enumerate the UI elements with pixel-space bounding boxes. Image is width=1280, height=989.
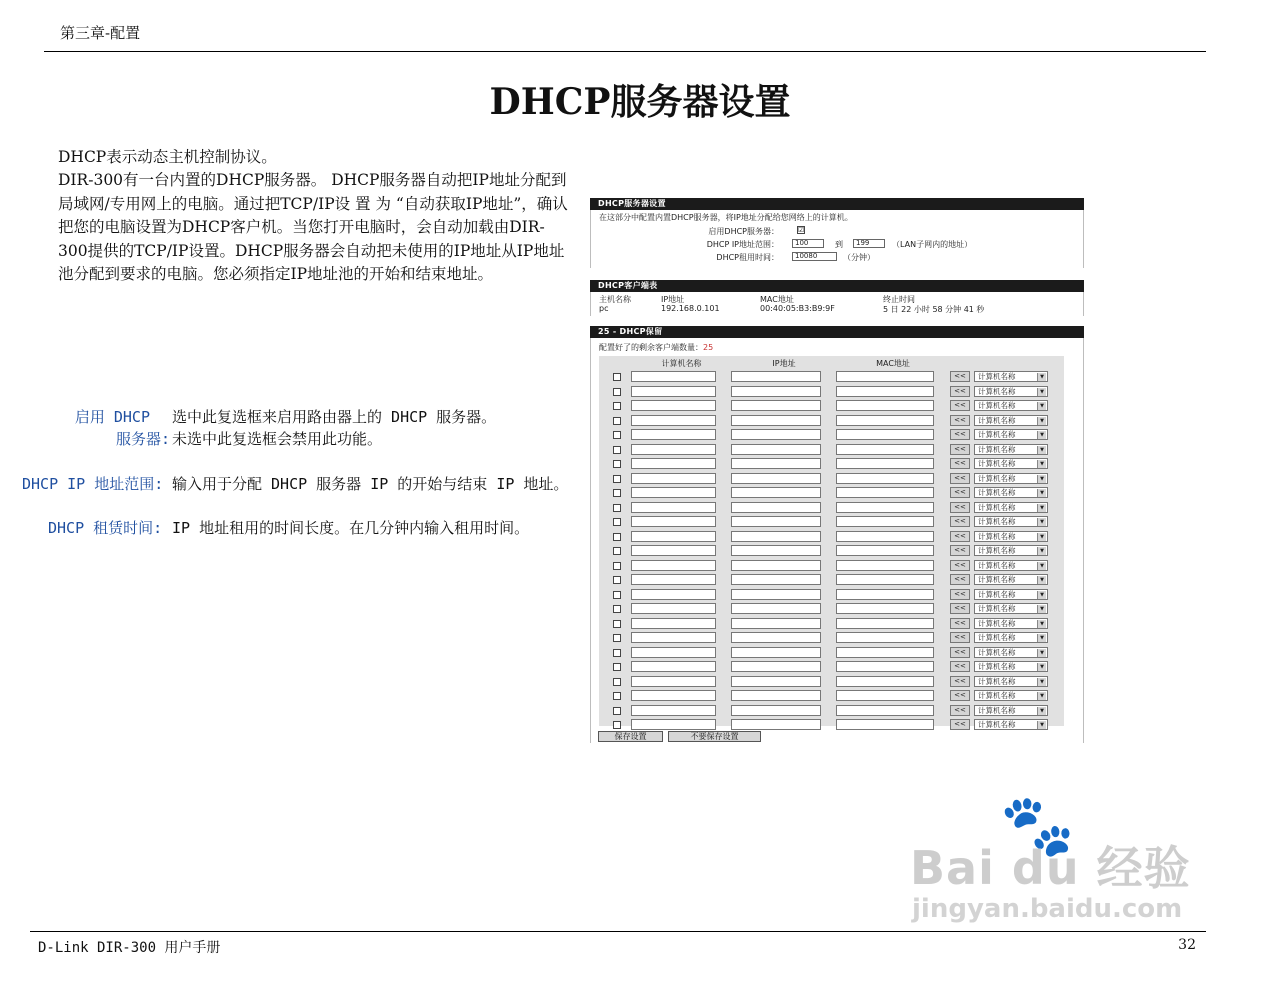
col-computer-name: 计算机名称 <box>661 359 702 368</box>
router-screenshot <box>590 198 1084 743</box>
chevron-down-icon: ▼ <box>1037 446 1046 454</box>
copy-arrow-button[interactable]: << <box>950 719 970 730</box>
reservation-row <box>599 530 1064 544</box>
watermark-url: jingyan.baidu.com <box>912 894 1183 924</box>
reservation-ip-input[interactable] <box>731 545 821 556</box>
reservation-checkbox[interactable] <box>613 576 621 584</box>
reservation-row <box>599 544 1064 558</box>
reservation-row <box>599 457 1064 471</box>
reservation-row <box>599 588 1064 602</box>
definition-row <box>0 473 580 495</box>
copy-arrow-button[interactable]: << <box>950 690 970 701</box>
reservation-ip-input[interactable] <box>731 458 821 469</box>
reservation-row <box>599 704 1064 718</box>
reservation-ip-input[interactable] <box>731 400 821 411</box>
select-value: 计算机名称 <box>978 662 1016 671</box>
chevron-down-icon: ▼ <box>1037 533 1046 541</box>
range-start-input[interactable]: 100 <box>792 239 824 248</box>
client-mac: 00:40:05:B3:B9:9F <box>760 304 835 313</box>
computer-name-select[interactable] <box>974 415 1048 426</box>
reservation-ip-input[interactable] <box>731 676 821 687</box>
reservation-name-input[interactable] <box>631 589 716 600</box>
reservation-ip-input[interactable] <box>731 371 821 382</box>
copy-arrow-button[interactable]: << <box>950 574 970 585</box>
save-button[interactable]: 保存设置 <box>598 731 663 742</box>
reservation-mac-input[interactable] <box>836 371 934 382</box>
chevron-down-icon: ▼ <box>1037 721 1046 729</box>
computer-name-select[interactable] <box>974 487 1048 498</box>
copy-arrow-button[interactable]: << <box>950 545 970 556</box>
select-value: 计算机名称 <box>978 647 1016 657</box>
computer-name-select[interactable] <box>974 719 1048 730</box>
definition-row <box>0 406 580 428</box>
reservation-row <box>599 617 1064 631</box>
reservation-mac-input[interactable] <box>836 400 934 411</box>
reservation-ip-input[interactable] <box>731 473 821 484</box>
chevron-down-icon: ▼ <box>1037 460 1046 468</box>
reservation-mac-input[interactable] <box>836 719 934 730</box>
reservation-name-input[interactable] <box>631 502 716 513</box>
header-rule <box>44 51 1206 52</box>
computer-name-select[interactable] <box>974 603 1048 614</box>
select-value: 计算机名称 <box>978 531 1016 541</box>
select-value: 计算机名称 <box>978 517 1016 526</box>
remaining-value: 25 <box>703 343 714 352</box>
select-value: 计算机名称 <box>978 372 1016 381</box>
reservation-name-input[interactable] <box>631 719 716 730</box>
reservation-row <box>599 646 1064 660</box>
reservation-checkbox[interactable] <box>613 373 621 381</box>
computer-name-select[interactable] <box>974 647 1048 658</box>
reservation-mac-input[interactable] <box>836 415 934 426</box>
footer-manual-name: D-Link DIR-300 用户手册 <box>38 940 221 956</box>
copy-arrow-button[interactable]: << <box>950 429 970 440</box>
reservation-ip-input[interactable] <box>731 603 821 614</box>
reservation-ip-input[interactable] <box>731 632 821 643</box>
reservation-row <box>599 501 1064 515</box>
dhcp-reservation-panel <box>590 338 1084 743</box>
client-header-mac: MAC地址 <box>760 295 794 304</box>
chevron-down-icon: ▼ <box>1037 431 1046 439</box>
computer-name-select[interactable] <box>974 705 1048 716</box>
reservation-checkbox[interactable] <box>613 402 621 410</box>
reservation-mac-input[interactable] <box>836 690 934 701</box>
reservation-row <box>599 718 1064 732</box>
reservation-checkbox[interactable] <box>613 446 621 454</box>
reservation-checkbox[interactable] <box>613 460 621 468</box>
select-value: 计算机名称 <box>978 575 1016 584</box>
reservation-row <box>599 559 1064 573</box>
computer-name-select[interactable] <box>974 458 1048 469</box>
reservation-name-input[interactable] <box>631 705 716 716</box>
reservation-row <box>599 370 1064 384</box>
reservation-mac-input[interactable] <box>836 473 934 484</box>
reservation-ip-input[interactable] <box>731 444 821 455</box>
chevron-down-icon: ▼ <box>1037 475 1046 483</box>
computer-name-select[interactable] <box>974 502 1048 513</box>
select-value: 计算机名称 <box>978 618 1016 628</box>
select-value: 计算机名称 <box>978 560 1016 570</box>
lease-time-input[interactable]: 10080 <box>792 252 837 261</box>
chevron-down-icon: ▼ <box>1037 504 1046 512</box>
copy-arrow-button[interactable]: << <box>950 458 970 469</box>
footer-rule <box>30 931 1206 932</box>
reservation-name-input[interactable] <box>631 415 716 426</box>
copy-arrow-button[interactable]: << <box>950 705 970 716</box>
copy-arrow-button[interactable]: << <box>950 415 970 426</box>
select-value: 计算机名称 <box>978 430 1016 439</box>
reservation-mac-input[interactable] <box>836 386 934 397</box>
reservation-mac-input[interactable] <box>836 589 934 600</box>
dhcp-server-panel-heading: DHCP服务器设置 <box>590 198 1084 210</box>
reservation-checkbox[interactable] <box>613 605 621 613</box>
client-header-host: 主机名称 <box>599 295 631 304</box>
reservation-checkbox[interactable] <box>613 663 621 671</box>
reservation-name-input[interactable] <box>631 444 716 455</box>
select-value: 计算机名称 <box>978 604 1016 613</box>
definition-term: 服务器: <box>115 430 170 448</box>
page-number: 32 <box>1178 937 1196 953</box>
select-value: 计算机名称 <box>978 459 1016 468</box>
reservation-row <box>599 443 1064 457</box>
select-value: 计算机名称 <box>978 691 1016 700</box>
select-value: 计算机名称 <box>978 502 1016 512</box>
reservation-name-input[interactable] <box>631 618 716 629</box>
reservation-checkbox[interactable] <box>613 591 621 599</box>
reservation-checkbox[interactable] <box>613 417 621 425</box>
definition-desc: 选中此复选框来启用路由器上的 DHCP 服务器。 <box>172 408 497 426</box>
copy-arrow-button[interactable]: << <box>950 400 970 411</box>
col-mac: MAC地址 <box>876 359 910 368</box>
reservation-name-input[interactable] <box>631 516 716 527</box>
reservation-checkbox[interactable] <box>613 504 621 512</box>
copy-arrow-button[interactable]: << <box>950 502 970 513</box>
client-expiry: 5 日 22 小时 58 分钟 41 秒 <box>883 305 985 314</box>
reservation-mac-input[interactable] <box>836 458 934 469</box>
server-note: 在这部分中配置内置DHCP服务器，将IP地址分配给您网络上的计算机。 <box>599 213 853 222</box>
reservation-checkbox[interactable] <box>613 431 621 439</box>
definition-desc: 输入用于分配 DHCP 服务器 IP 的开始与结束 IP 地址。 <box>172 475 569 493</box>
chevron-down-icon: ▼ <box>1037 620 1046 628</box>
reservation-row <box>599 602 1064 616</box>
client-header-ip: IP地址 <box>661 295 685 304</box>
computer-name-select[interactable] <box>974 473 1048 484</box>
definition-row <box>0 428 580 450</box>
reservation-ip-input[interactable] <box>731 574 821 585</box>
dont-save-button[interactable]: 不要保存设置 <box>668 731 761 742</box>
copy-arrow-button[interactable]: << <box>950 618 970 629</box>
reservation-ip-input[interactable] <box>731 661 821 672</box>
chevron-down-icon: ▼ <box>1037 402 1046 410</box>
copy-arrow-button[interactable]: << <box>950 589 970 600</box>
reservation-mac-input[interactable] <box>836 574 934 585</box>
reservation-name-input[interactable] <box>631 661 716 672</box>
reservation-mac-input[interactable] <box>836 676 934 687</box>
intro-text <box>58 146 573 286</box>
computer-name-select[interactable] <box>974 676 1048 687</box>
reservation-mac-input[interactable] <box>836 444 934 455</box>
reservation-checkbox[interactable] <box>613 388 621 396</box>
reservation-mac-input[interactable] <box>836 618 934 629</box>
copy-arrow-button[interactable]: << <box>950 371 970 382</box>
reservation-row <box>599 428 1064 442</box>
reservation-ip-input[interactable] <box>731 560 821 571</box>
computer-name-select[interactable] <box>974 400 1048 411</box>
reservation-mac-input[interactable] <box>836 531 934 542</box>
computer-name-select[interactable] <box>974 516 1048 527</box>
chevron-down-icon: ▼ <box>1037 388 1046 396</box>
remaining-label: 配置好了的剩余客户端数量： <box>599 343 703 352</box>
reservation-mac-input[interactable] <box>836 661 934 672</box>
select-value: 计算机名称 <box>978 386 1016 396</box>
select-value: 计算机名称 <box>978 589 1016 599</box>
reservation-name-input[interactable] <box>631 531 716 542</box>
reservation-name-input[interactable] <box>631 560 716 571</box>
select-value: 计算机名称 <box>978 415 1016 425</box>
computer-name-select[interactable] <box>974 429 1048 440</box>
chevron-down-icon: ▼ <box>1037 707 1046 715</box>
chevron-down-icon: ▼ <box>1037 678 1046 686</box>
copy-arrow-button[interactable]: << <box>950 647 970 658</box>
reservation-name-input[interactable] <box>631 632 716 643</box>
copy-arrow-button[interactable]: << <box>950 487 970 498</box>
computer-name-select[interactable] <box>974 632 1048 643</box>
reservation-ip-input[interactable] <box>731 719 821 730</box>
reservation-row <box>599 660 1064 674</box>
reservation-ip-input[interactable] <box>731 618 821 629</box>
reservation-grid <box>599 356 1064 729</box>
range-to-label: 到 <box>835 240 843 249</box>
copy-arrow-button[interactable]: << <box>950 632 970 643</box>
reservation-ip-input[interactable] <box>731 386 821 397</box>
select-value: 计算机名称 <box>978 633 1016 642</box>
copy-arrow-button[interactable]: << <box>950 676 970 687</box>
reservation-row <box>599 385 1064 399</box>
range-end-input[interactable]: 199 <box>853 239 885 248</box>
reservation-name-input[interactable] <box>631 545 716 556</box>
client-header-expiry: 终止时间 <box>883 295 915 304</box>
copy-arrow-button[interactable]: << <box>950 444 970 455</box>
reservation-checkbox[interactable] <box>613 692 621 700</box>
col-ip: IP地址 <box>772 359 796 368</box>
computer-name-select[interactable] <box>974 531 1048 542</box>
chevron-down-icon: ▼ <box>1037 692 1046 700</box>
chevron-down-icon: ▼ <box>1037 605 1046 613</box>
computer-name-select[interactable] <box>974 589 1048 600</box>
reservation-checkbox[interactable] <box>613 721 621 729</box>
range-hint: （LAN子网内的地址） <box>892 240 973 249</box>
reservation-checkbox[interactable] <box>613 562 621 570</box>
lease-unit: （分钟） <box>843 253 875 262</box>
reservation-name-input[interactable] <box>631 371 716 382</box>
reservation-row <box>599 689 1064 703</box>
copy-arrow-button[interactable]: << <box>950 473 970 484</box>
copy-arrow-button[interactable]: << <box>950 661 970 672</box>
definition-desc: 未选中此复选框会禁用此功能。 <box>172 430 383 448</box>
intro-line-2: DIR-300有一台内置的DHCP服务器。 DHCP服务器自动把IP地址分配到局域网/专用网上的电脑。通过把TCP/IP设 置 为 “自动获取IP地址”，确认把您的电脑设置为DHCP客户机。当您打开电脑时，会自动加载由DIR-300提供的TCP/IP设置。DHCP服务器会自动把未使用的IP地址从IP地址池分配到要求的电脑。您必须指定IP地址池的开始和结束地址。 <box>58 171 568 284</box>
reservation-mac-input[interactable] <box>836 487 934 498</box>
reservation-mac-input[interactable] <box>836 516 934 527</box>
enable-dhcp-label: 启用DHCP服务器： <box>708 227 779 236</box>
chevron-down-icon: ▼ <box>1037 489 1046 497</box>
reservation-checkbox[interactable] <box>613 707 621 715</box>
reservation-row <box>599 573 1064 587</box>
definition-row <box>0 517 580 539</box>
select-value: 计算机名称 <box>978 720 1016 729</box>
definition-term: DHCP 租赁时间: <box>48 519 163 537</box>
reservation-name-input[interactable] <box>631 690 716 701</box>
reservation-mac-input[interactable] <box>836 429 934 440</box>
reservation-row <box>599 631 1064 645</box>
reservation-checkbox[interactable] <box>613 518 621 526</box>
dhcp-client-table-heading: DHCP客户端表 <box>590 280 1084 292</box>
definition-term: DHCP IP 地址范围: <box>22 475 164 493</box>
reservation-checkbox[interactable] <box>613 620 621 628</box>
reservation-name-input[interactable] <box>631 386 716 397</box>
computer-name-select[interactable] <box>974 661 1048 672</box>
chevron-down-icon: ▼ <box>1037 591 1046 599</box>
reservation-row <box>599 414 1064 428</box>
reservation-ip-input[interactable] <box>731 705 821 716</box>
reservation-name-input[interactable] <box>631 429 716 440</box>
reservation-name-input[interactable] <box>631 473 716 484</box>
copy-arrow-button[interactable]: << <box>950 516 970 527</box>
reservation-row <box>599 472 1064 486</box>
computer-name-select[interactable] <box>974 444 1048 455</box>
reservation-name-input[interactable] <box>631 603 716 614</box>
reservation-mac-input[interactable] <box>836 560 934 571</box>
reservation-name-input[interactable] <box>631 458 716 469</box>
reservation-checkbox[interactable] <box>613 547 621 555</box>
copy-arrow-button[interactable]: << <box>950 386 970 397</box>
reservation-mac-input[interactable] <box>836 545 934 556</box>
reservation-row <box>599 486 1064 500</box>
chapter-label: 第三章-配置 <box>60 24 141 42</box>
computer-name-select[interactable] <box>974 386 1048 397</box>
reservation-checkbox[interactable] <box>613 489 621 497</box>
select-value: 计算机名称 <box>978 444 1016 454</box>
reservation-checkbox[interactable] <box>613 634 621 642</box>
reservation-checkbox[interactable] <box>613 678 621 686</box>
reservation-ip-input[interactable] <box>731 647 821 658</box>
reservation-ip-input[interactable] <box>731 429 821 440</box>
definition-term: 启用 DHCP <box>74 408 150 426</box>
reservation-mac-input[interactable] <box>836 647 934 658</box>
copy-arrow-button[interactable]: << <box>950 560 970 571</box>
reservation-row <box>599 399 1064 413</box>
page-title: DHCP服务器设置 <box>489 81 791 123</box>
chevron-down-icon: ▼ <box>1037 417 1046 425</box>
computer-name-select[interactable] <box>974 574 1048 585</box>
chevron-down-icon: ▼ <box>1037 518 1046 526</box>
chevron-down-icon: ▼ <box>1037 576 1046 584</box>
ip-range-label: DHCP IP地址范围： <box>706 240 779 249</box>
select-value: 计算机名称 <box>978 546 1016 555</box>
reservation-name-input[interactable] <box>631 487 716 498</box>
select-value: 计算机名称 <box>978 473 1016 483</box>
chevron-down-icon: ▼ <box>1037 663 1046 671</box>
dhcp-client-table <box>590 292 1084 316</box>
reservation-checkbox[interactable] <box>613 649 621 657</box>
computer-name-select[interactable] <box>974 371 1048 382</box>
chevron-down-icon: ▼ <box>1037 649 1046 657</box>
reservation-checkbox[interactable] <box>613 475 621 483</box>
reservation-mac-input[interactable] <box>836 502 934 513</box>
computer-name-select[interactable] <box>974 545 1048 556</box>
reservation-ip-input[interactable] <box>731 487 821 498</box>
reservation-name-input[interactable] <box>631 676 716 687</box>
reservation-name-input[interactable] <box>631 574 716 585</box>
select-value: 计算机名称 <box>978 488 1016 497</box>
dhcp-reservation-heading: 25 - DHCP保留 <box>590 326 1084 338</box>
remaining-clients <box>599 342 713 353</box>
chevron-down-icon: ▼ <box>1037 634 1046 642</box>
definition-desc: IP 地址租用的时间长度。在几分钟内输入租用时间。 <box>172 519 530 537</box>
select-value: 计算机名称 <box>978 401 1016 410</box>
reservation-ip-input[interactable] <box>731 531 821 542</box>
reservation-name-input[interactable] <box>631 647 716 658</box>
enable-dhcp-checkbox[interactable]: ☑ <box>798 226 805 234</box>
reservation-ip-input[interactable] <box>731 502 821 513</box>
reservation-mac-input[interactable] <box>836 603 934 614</box>
reservation-mac-input[interactable] <box>836 632 934 643</box>
dhcp-server-panel <box>590 210 1084 268</box>
select-value: 计算机名称 <box>978 705 1016 715</box>
copy-arrow-button[interactable]: << <box>950 531 970 542</box>
copy-arrow-button[interactable]: << <box>950 603 970 614</box>
paw-icon: 🐾 <box>1000 791 1075 861</box>
reservation-ip-input[interactable] <box>731 415 821 426</box>
reservation-ip-input[interactable] <box>731 589 821 600</box>
intro-line-1: DHCP表示动态主机控制协议。 <box>58 148 277 166</box>
reservation-checkbox[interactable] <box>613 533 621 541</box>
client-host: pc <box>599 304 609 313</box>
reservation-row <box>599 675 1064 689</box>
baidu-watermark <box>900 790 1200 940</box>
chevron-down-icon: ▼ <box>1037 562 1046 570</box>
reservation-name-input[interactable] <box>631 400 716 411</box>
lease-time-label: DHCP租用时间： <box>716 253 779 262</box>
computer-name-select[interactable] <box>974 560 1048 571</box>
select-value: 计算机名称 <box>978 676 1016 686</box>
client-ip: 192.168.0.101 <box>661 304 720 313</box>
computer-name-select[interactable] <box>974 618 1048 629</box>
reservation-mac-input[interactable] <box>836 705 934 716</box>
reservation-row <box>599 515 1064 529</box>
reservation-ip-input[interactable] <box>731 516 821 527</box>
watermark-brand: Bai du 经验 <box>910 841 1191 895</box>
reservation-ip-input[interactable] <box>731 690 821 701</box>
chevron-down-icon: ▼ <box>1037 547 1046 555</box>
computer-name-select[interactable] <box>974 690 1048 701</box>
chevron-down-icon: ▼ <box>1037 373 1046 381</box>
